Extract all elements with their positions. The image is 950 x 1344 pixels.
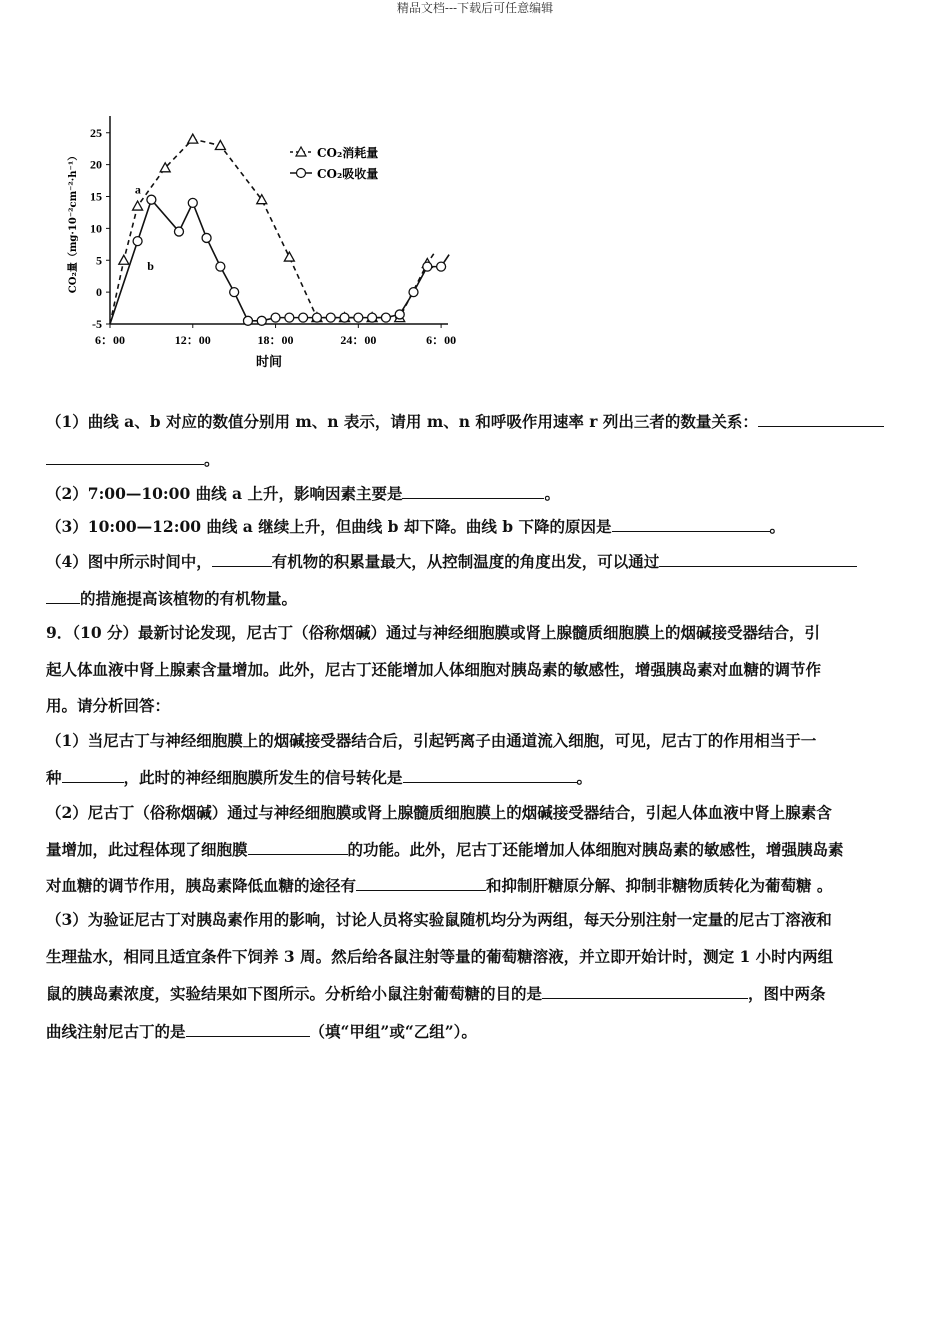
q9-part2: （2）尼古丁（俗称烟碱）通过与神经细胞膜或肾上腺髓质细胞膜上的烟碱接受器结合，引起人体血液中肾上腺素含 (46, 803, 832, 822)
data-point-circle (188, 198, 197, 207)
q9-intro-3: 用。请分析回答： (46, 696, 171, 715)
q9-part2-cont2 (46, 875, 906, 896)
q9-part3-cont: 生理盐水，相同且适宜条件下饲养 3 周。然后给各鼠注射等量的葡萄糖溶液，并立即开始计时，测定 1 小时内两组 (46, 947, 834, 966)
q9-part3-cont2 (46, 983, 906, 1004)
data-point-circle (409, 288, 418, 297)
data-point-circle (340, 313, 349, 322)
data-point-circle (381, 313, 390, 322)
q8-part2 (46, 483, 906, 504)
answer-blank[interactable] (758, 411, 884, 427)
q9-part2-cont (46, 839, 906, 860)
data-point-triangle (188, 134, 198, 143)
q9-p3-c: 鼠的胰岛素浓度，实验结果如下图所示。分析给小鼠注射葡萄糖的目的是 (46, 984, 543, 1003)
x-tick-label: 12：00 (174, 333, 211, 347)
curve-label-a: a (134, 182, 141, 197)
q9-p3-e: 曲线注射尼古丁的是 (46, 1022, 186, 1041)
y-tick-label: 25 (90, 125, 102, 140)
q9-intro-1: 9．（10 分）最新讨论发现，尼古丁（俗称烟碱）通过与神经细胞膜或肾上腺髓质细胞膜上的烟碱接受器结合，引 (46, 623, 821, 642)
q9-p1-d: 。 (576, 768, 593, 787)
curve-label-b: b (147, 258, 154, 273)
x-axis-label: 时间 (255, 355, 283, 370)
data-point-circle (312, 313, 321, 322)
data-point-circle (326, 313, 335, 322)
q9-intro-2: 起人体血液中肾上腺素含量增加。此外，尼古丁还能增加人体细胞对胰岛素的敏感性，增强胰岛素对血糖的调节作 (46, 660, 822, 679)
q9-p1-b: 种 (46, 768, 62, 787)
data-point-circle (257, 316, 266, 325)
data-point-circle (423, 262, 432, 271)
y-tick-label: 15 (90, 189, 102, 204)
y-tick-label: 5 (96, 253, 102, 268)
x-tick-label: 24：00 (340, 333, 377, 347)
q8-p2-end: 。 (544, 484, 560, 503)
data-point-circle (133, 237, 142, 246)
answer-blank[interactable] (212, 551, 272, 567)
data-point-circle (202, 233, 211, 242)
data-point-triangle (119, 255, 129, 264)
q9-p2-b: 量增加，此过程体现了细胞膜 (46, 840, 248, 859)
q8-part4 (46, 551, 906, 572)
q8-p4-end: 的措施提高该植物的有机物量。 (80, 589, 298, 608)
data-point-circle (395, 310, 404, 319)
answer-blank[interactable] (186, 1021, 310, 1037)
x-tick-label: 6：00 (426, 333, 457, 347)
q9-part3: （3）为验证尼古丁对胰岛素作用的影响，讨论人员将实验鼠随机均分为两组，每天分别注射一定量的尼古丁溶液和 (46, 910, 832, 929)
q8-p3-text: （3）10:00—12:00 曲线 a 继续上升，但曲线 b 却下降。曲线 b 下降的原因是 (46, 517, 612, 536)
data-point-triangle (284, 252, 294, 261)
data-point-circle (368, 313, 377, 322)
q8-p1-text: （1）曲线 a、b 对应的数值分别用 m、n 表示，请用 m、n 和呼吸作用速率 r 列出三者的数量关系： (46, 412, 758, 431)
answer-blank[interactable] (62, 767, 124, 783)
q8-part4-cont (46, 588, 906, 609)
answer-blank[interactable] (248, 839, 348, 855)
q8-part1 (46, 411, 906, 432)
x-tick-label: 6：00 (94, 333, 126, 347)
answer-blank[interactable] (612, 516, 770, 532)
answer-blank[interactable] (356, 875, 486, 891)
q9-p3-d: ，图中两条 (748, 984, 826, 1003)
q9-part1-cont (46, 767, 906, 788)
data-point-circle (147, 195, 156, 204)
co2-line-chart (62, 112, 462, 374)
page-header: 精品文档---下载后可任意编辑 (396, 1, 554, 15)
q8-p2-text: （2）7:00—10:00 曲线 a 上升，影响因素主要是 (46, 484, 403, 503)
y-tick-label: 20 (90, 157, 102, 172)
data-point-triangle (215, 141, 225, 150)
q8-p4-text: （4）图中所示时间中， (46, 552, 212, 571)
q9-p3-f: （填“甲组”或“乙组”）。 (309, 1022, 477, 1041)
legend-label-consumption: CO₂消耗量 (317, 146, 379, 160)
series-line-consumption (110, 139, 435, 324)
y-tick-label: 10 (90, 221, 102, 236)
series-line-absorption (110, 200, 449, 324)
q9-p1-c: ，此时的神经细胞膜所发生的信号转化是 (123, 768, 403, 787)
legend-label-absorption: CO₂吸收量 (317, 167, 379, 181)
data-point-circle (285, 313, 294, 322)
q9-p2-d: 对血糖的调节作用，胰岛素降低血糖的途径有 (46, 876, 357, 895)
data-point-circle (354, 313, 363, 322)
answer-blank[interactable] (403, 767, 577, 783)
q8-part1-cont (46, 449, 906, 470)
q9-part1: （1）当尼古丁与神经细胞膜上的烟碱接受器结合后，引起钙离子由通道流入细胞，可见，尼古丁的作用相当于一 (46, 731, 817, 750)
q8-p3-end: 。 (769, 517, 786, 536)
y-axis-label: CO₂量（mg·10⁻²cm⁻²·h⁻¹） (68, 150, 79, 294)
answer-blank[interactable] (46, 588, 80, 604)
q9-p2-c: 的功能。此外，尼古丁还能增加人体细胞对胰岛素的敏感性，增强胰岛素 (347, 840, 844, 859)
data-point-circle (230, 288, 239, 297)
q9-p2-e: 和抑制肝糖原分解、抑制非糖物质转化为葡萄糖 。 (486, 876, 833, 895)
data-point-circle (437, 262, 446, 271)
q8-part3 (46, 516, 906, 537)
data-point-circle (216, 262, 225, 271)
data-point-circle (243, 316, 252, 325)
x-tick-label: 18：00 (257, 333, 294, 347)
answer-blank[interactable] (542, 983, 748, 999)
q8-p1-end: 。 (204, 450, 220, 469)
y-tick-label: -5 (92, 317, 102, 331)
answer-blank[interactable] (46, 449, 204, 465)
data-point-circle (174, 227, 183, 236)
legend-marker-circle (297, 169, 306, 178)
q9-part3-cont3 (46, 1021, 906, 1042)
data-point-circle (271, 313, 280, 322)
q8-p4-mid: 有机物的积累量最大，从控制温度的角度出发，可以通过 (271, 552, 660, 571)
answer-blank[interactable] (659, 551, 857, 567)
answer-blank[interactable] (402, 483, 544, 499)
y-tick-label: 0 (96, 285, 102, 300)
data-point-circle (299, 313, 308, 322)
